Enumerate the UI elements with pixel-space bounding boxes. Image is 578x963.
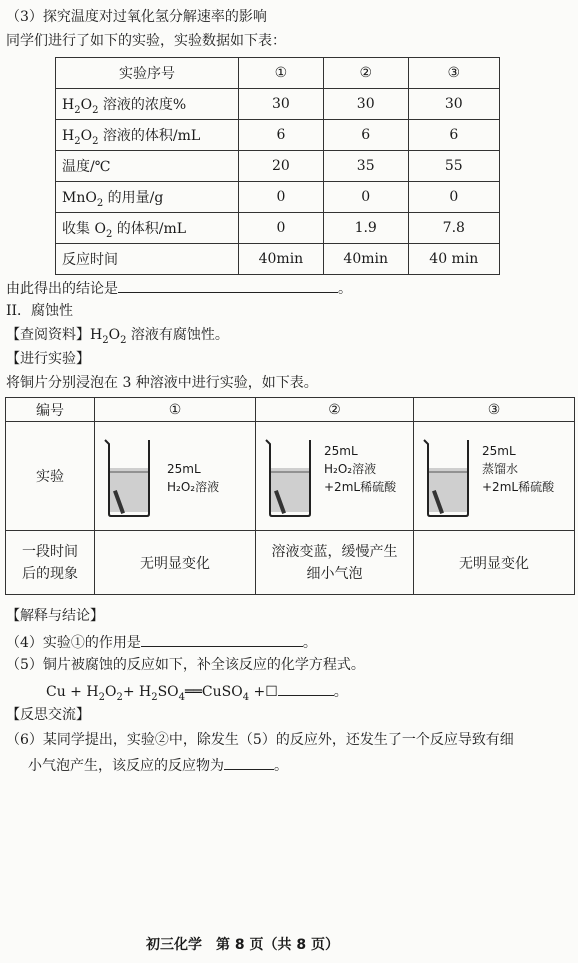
table-cell: 0	[323, 182, 408, 213]
table-cell: 40min	[323, 244, 408, 275]
table-cell: 40min	[239, 244, 324, 275]
table-cell: 0	[408, 182, 499, 213]
table-row	[56, 182, 500, 213]
row-label-concentration: $H_2O_2$ 溶液的浓度%	[56, 89, 239, 120]
phenomenon-cell: 无明显变化	[414, 531, 575, 595]
table-row	[56, 120, 500, 151]
row-label-mno2: MnO$_2$ 的用量/g	[56, 182, 239, 213]
q5-answer-blank[interactable]	[278, 681, 334, 696]
table-cell: 40 min	[408, 244, 499, 275]
table1-header-cell: ③	[408, 58, 499, 89]
table-cell: 35	[323, 151, 408, 182]
table-cell: 20	[239, 151, 324, 182]
q3-intro: 同学们进行了如下的实验，实验数据如下表：	[6, 33, 286, 49]
phenomenon-row-label: 一段时间 后的现象	[6, 531, 95, 595]
table-cell: 6	[323, 120, 408, 151]
table-cell: 30	[239, 89, 324, 120]
row-label-time: 反应时间	[56, 244, 239, 275]
reflect-title: 【反思交流】	[6, 707, 90, 723]
table1-header-cell: 实验序号	[56, 58, 239, 89]
table2-header-cell: ①	[95, 398, 256, 422]
row-label-o2-volume: 收集 $O_2$ 的体积/mL	[56, 213, 239, 244]
table-row	[56, 89, 500, 120]
q6-line1: （6）某同学提出，实验②中，除发生（5）的反应外，还发生了一个反应导致有细	[6, 732, 514, 748]
explain-title: 【解释与结论】	[6, 608, 104, 624]
q6-answer-blank[interactable]	[224, 755, 274, 770]
table-cell: 55	[408, 151, 499, 182]
corrosion-experiment-table	[5, 397, 575, 595]
beaker-icon	[264, 432, 320, 518]
phenomenon-cell: 无明显变化	[95, 531, 256, 595]
experiment-title: 【进行实验】	[6, 351, 90, 367]
table2-header-cell: ③	[414, 398, 575, 422]
section2-title: II．腐蚀性	[6, 303, 74, 319]
q5-text: （5）铜片被腐蚀的反应如下，补全该反应的化学方程式。	[6, 657, 365, 673]
table2-header-cell: 编号	[6, 398, 95, 422]
beaker-icon	[422, 432, 478, 518]
table2-header-row	[6, 398, 575, 422]
chemical-equation: $Cu + H_2O_2+$ $H_2SO_4══CuSO_4$ +☐ 。	[46, 681, 348, 701]
row-label-volume: $H_2O_2$ 溶液的体积/mL	[56, 120, 239, 151]
conclusion-line: 由此得出的结论是 。	[6, 278, 352, 298]
table1-header-cell: ②	[323, 58, 408, 89]
experiment-intro: 将铜片分别浸泡在 3 种溶液中进行实验，如下表。	[6, 375, 318, 391]
table-cell: 6	[239, 120, 324, 151]
table1-header-row	[56, 58, 500, 89]
table-cell: 30	[408, 89, 499, 120]
q6-line2: 小气泡产生，该反应的反应物为 。	[28, 755, 288, 775]
table-cell: 1.9	[323, 213, 408, 244]
q3-header: （3）探究温度对过氧化氢分解速率的影响	[6, 9, 267, 25]
phenomenon-cell: 溶液变蓝，缓慢产生 细小气泡	[256, 531, 414, 595]
table-row	[56, 151, 500, 182]
beaker-cell-1: 25mL H₂O₂溶液	[95, 422, 256, 531]
table-cell: 0	[239, 182, 324, 213]
table-row	[56, 244, 500, 275]
temperature-experiment-table	[55, 57, 500, 275]
table-cell: 30	[323, 89, 408, 120]
q4-answer-blank[interactable]	[141, 632, 303, 647]
row-label-temperature: 温度/℃	[56, 151, 239, 182]
table-row	[6, 531, 575, 595]
beaker-cell-2: 25mL H₂O₂溶液 +2mL稀硫酸	[256, 422, 414, 531]
experiment-row-label: 实验	[6, 422, 95, 531]
table-cell: 7.8	[408, 213, 499, 244]
table2-header-cell: ②	[256, 398, 414, 422]
table-row	[6, 422, 575, 531]
beaker-cell-3: 25mL 蒸馏水 +2mL稀硫酸	[414, 422, 575, 531]
conclusion-answer-blank[interactable]	[118, 278, 338, 293]
lookup-line: 【查阅资料】$H_2O_2$ 溶液有腐蚀性。	[6, 327, 229, 346]
table-cell: 6	[408, 120, 499, 151]
beaker-icon	[103, 432, 159, 518]
table-cell: 0	[239, 213, 324, 244]
page-footer: 初三化学 第 8 页（共 8 页）	[146, 937, 339, 953]
table-row	[56, 213, 500, 244]
table1-header-cell: ①	[239, 58, 324, 89]
q4-line: （4）实验①的作用是 。	[6, 632, 317, 652]
